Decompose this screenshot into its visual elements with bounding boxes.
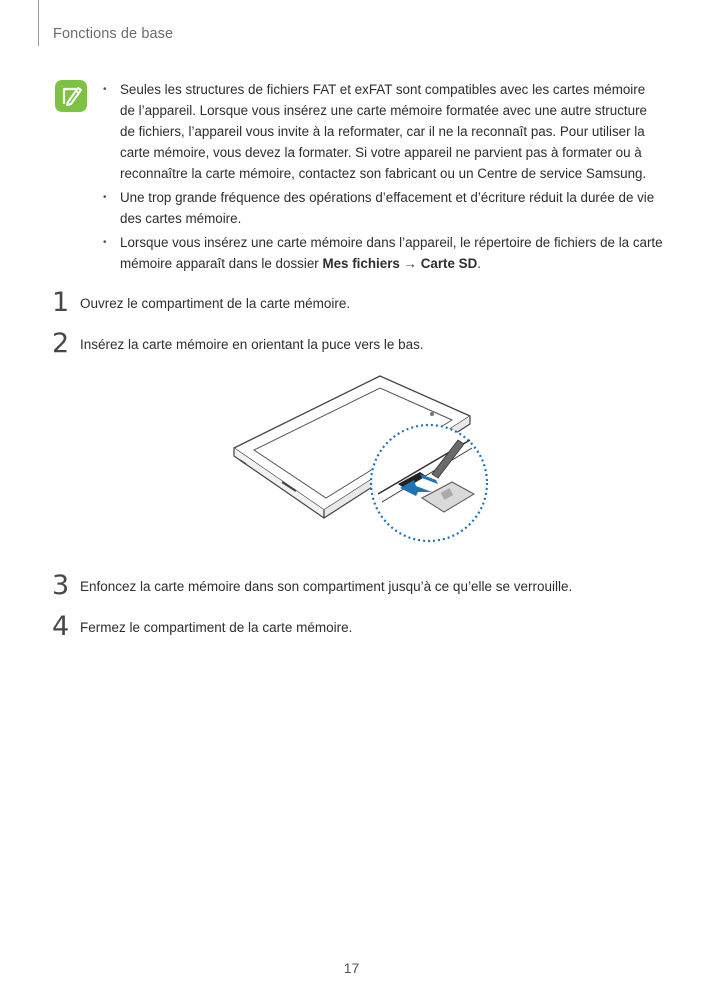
step-4 <box>52 613 352 640</box>
step-3 <box>52 572 572 599</box>
step-number: 2 <box>52 328 70 359</box>
step-2 <box>52 330 424 357</box>
step-text: Enfoncez la carte mémoire dans son compartiment jusqu’à ce qu’elle se verrouille. <box>80 579 573 594</box>
note-item <box>103 232 663 274</box>
note-pencil-icon <box>55 80 87 112</box>
tablet-sd-card-illustration <box>220 370 500 555</box>
step-text: Ouvrez le compartiment de la carte mémoire. <box>80 296 351 311</box>
header-rule <box>38 0 39 46</box>
step-number: 4 <box>52 611 70 642</box>
page-number: 17 <box>343 960 360 976</box>
bullet-icon: • <box>103 237 107 248</box>
step-text: Fermez le compartiment de la carte mémoire. <box>80 620 353 635</box>
bullet-icon: • <box>103 84 107 95</box>
note-text: Lorsque vous insérez une carte mémoire dans l’appareil, le répertoire de fichiers de la carte mémoire apparaît dans le dossier Mes fichiers → Carte SD. <box>120 235 663 271</box>
step-number: 1 <box>52 287 70 318</box>
note-item <box>103 187 663 229</box>
bullet-icon: • <box>103 192 107 203</box>
menu-path-sd-card: Carte SD <box>420 256 478 271</box>
step-1 <box>52 289 350 316</box>
section-title: Fonctions de base <box>53 26 174 42</box>
step-text: Insérez la carte mémoire en orientant la puce vers le bas. <box>80 337 424 352</box>
note-list <box>103 79 663 277</box>
note-text: Une trop grande fréquence des opérations d’effacement et d’écriture réduit la durée de vie des cartes mémoire. <box>120 190 655 226</box>
step-number: 3 <box>52 570 70 601</box>
note-item <box>103 79 663 184</box>
menu-path-my-files: Mes fichiers <box>322 256 400 271</box>
note-text: Seules les structures de fichiers FAT et exFAT sont compatibles avec les cartes mémoire de l’appareil. Lorsque vous insérez une carte mémoire formatée avec une autre structure de fichiers, l’appareil vous invite à la reformater, car il ne la reconnaît pas. Pour utiliser la carte mémoire, vous devez la formater. Si votre appareil ne parvient pas à formater ou à reconnaître la carte mémoire, contactez son fabricant ou un Centre de service Samsung. <box>120 82 647 181</box>
